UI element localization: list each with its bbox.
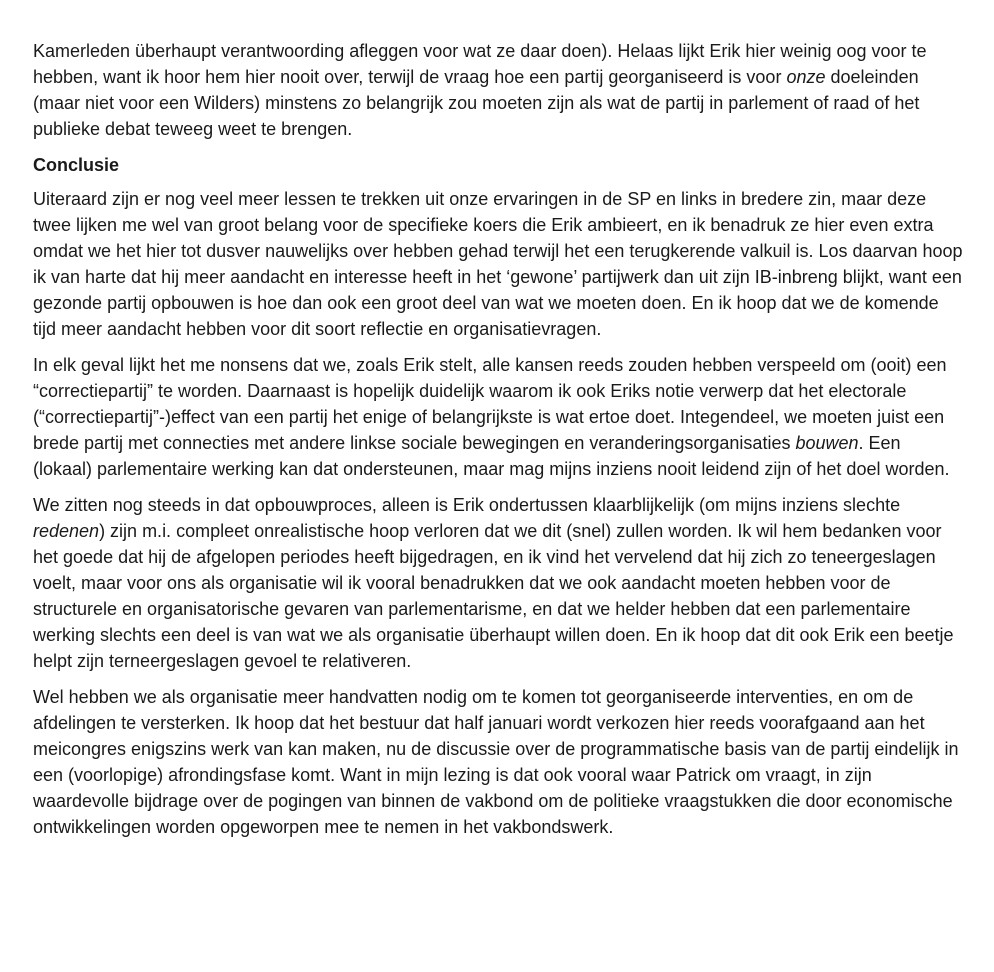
paragraph-intro-text-a: Kamerleden überhaupt verantwoording afleggen voor wat ze daar doen). Helaas lijkt Erik hier weinig oog voor te hebben, want ik hoor hem hier nooit over, terwijl de vraag hoe een partij georganiseerd is voor (33, 41, 927, 87)
paragraph-conclusion-4: Wel hebben we als organisatie meer handvatten nodig om te komen tot georganiseerde interventies, en om de afdelingen te versterken. Ik hoop dat het bestuur dat half januari wordt verkozen hier reeds voorafgaand aan het meicongres enigszins werk van kan maken, nu de discussie over de programmatische basis van de partij eindelijk in een (voorlopige) afrondingsfase komt. Want in mijn lezing is dat ook vooral waar Patrick om vraagt, in zijn waardevolle bijdrage over de pogingen van binnen de vakbond om de politieke vraagstukken die door economische ontwikkelingen worden opgeworpen mee te nemen in het vakbondswerk. (33, 687, 959, 837)
paragraph-conclusion-3-text-a: We zitten nog steeds in dat opbouwproces, alleen is Erik ondertussen klaarblijkelijk (om mijns inziens slechte (33, 495, 901, 515)
paragraph-conclusion-2-text-b: . Een (lokaal) parlementaire werking kan dat ondersteunen, maar mag mijns inziens nooit leidend zijn of het doel worden. (33, 433, 950, 479)
paragraph-intro-text-b: doeleinden (maar niet voor een Wilders) minstens zo belangrijk zou moeten zijn als wat de partij in parlement of raad of het publieke debat teweeg weet te brengen. (33, 67, 920, 139)
emphasis-onze: onze (786, 67, 826, 87)
emphasis-bouwen: bouwen (795, 433, 859, 453)
emphasis-redenen: redenen (33, 521, 100, 541)
paragraph-conclusion-1: Uiteraard zijn er nog veel meer lessen te trekken uit onze ervaringen in de SP en links in bredere zin, maar deze twee lijken me wel van groot belang voor de specifieke koers die Erik ambieert, en ik benadruk ze hier even extra omdat we het hier tot dusver nauwelijks over hebben gehad terwijl het een terugkerende valkuil is. Los daarvan hoop ik van harte dat hij meer aandacht en interesse heeft in het ‘gewone’ partijwerk dan uit zijn IB-inbreng blijkt, want een gezonde partij opbouwen is hoe dan ook een groot deel van wat we moeten doen. En ik hoop dat we de komende tijd meer aandacht hebben voor dit soort reflectie en organisatievragen. (33, 189, 963, 339)
paragraph-conclusion-3 (33, 492, 963, 674)
paragraph-intro (33, 38, 963, 142)
section-heading-conclusie: Conclusie (33, 155, 120, 175)
article-body (33, 38, 963, 850)
paragraph-conclusion-3-text-b: ) zijn m.i. compleet onrealistische hoop verloren dat we dit (snel) zullen worden. Ik wil hem bedanken voor het goede dat hij de afgelopen periodes heeft bijgedragen, en ik vind het vervelend dat hij zich zo teneergeslagen voelt, maar voor ons als organisatie wil ik vooral benadrukken dat we ook aandacht moeten hebben voor de structurele en organisatorische gevaren van parlementarisme, en dat we helder hebben dat een parlementaire werking slechts een deel is van wat we als organisatie überhaupt willen doen. En ik hoop dat dit ook Erik een beetje helpt zijn terneergeslagen gevoel te relativeren. (33, 521, 954, 671)
paragraph-conclusion-2-text-a: In elk geval lijkt het me nonsens dat we, zoals Erik stelt, alle kansen reeds zouden hebben verspeeld om (ooit) een “correctiepartij” te worden. Daarnaast is hopelijk duidelijk waarom ik ook Eriks notie verwerp dat het electorale (“correctiepartij”-)effect van een partij het enige of belangrijkste is wat ertoe doet. Integendeel, we moeten juist een brede partij met connecties met andere linkse sociale bewegingen en veranderingsorganisaties (33, 355, 947, 453)
paragraph-conclusion-2 (33, 352, 963, 482)
